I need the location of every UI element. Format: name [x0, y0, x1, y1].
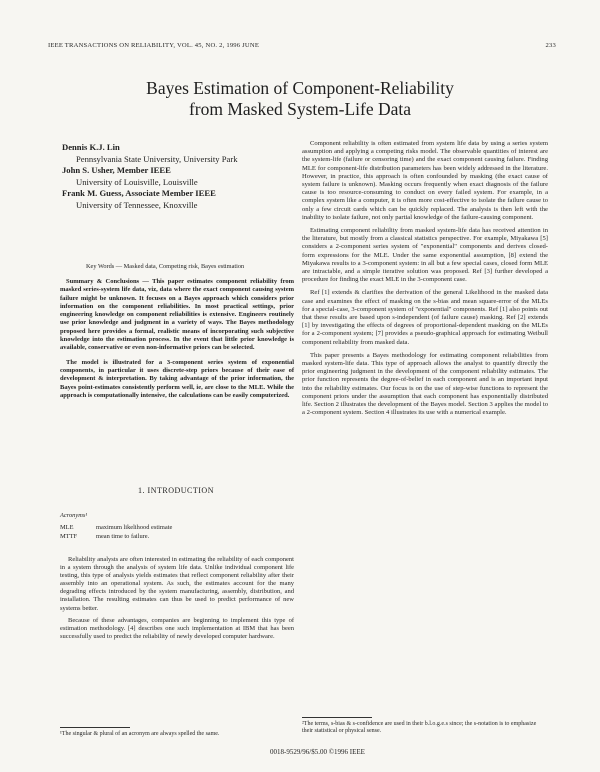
- paper-title: [40, 78, 560, 120]
- acronym-value: maximum likelihood estimate: [96, 524, 173, 532]
- keywords: Key Words — Masked data, Competing risk, Bayes estimation: [86, 263, 245, 270]
- journal-header: IEEE TRANSACTIONS ON RELIABILITY, VOL. 45, NO. 2, 1996 JUNE: [48, 42, 260, 49]
- body-paragraph: Because of these advantages, companies are beginning to implement this type of estimation methodology. [4] describes one such implementation at IBM that has been successfully used to predict the reliability of newly developed computer hardware.: [60, 616, 294, 640]
- body-paragraph: Component reliability is often estimated from system life data by using a series system assumption and applying a competing risks model. The observable quantities of interest are the system-life (failure or censoring time) and the exact component causing failure. Finding MLE for component-life distribution parameters has been widely addressed in the literature. However, in practice, this approach is often confounded by masking (the exact cause of system failure is unknown). Masking occurs frequently when exact diagnosis of the failure cause is too resource-consuming to conduct on every failed system. For example, in a complex system like a computer, it is often more cost-effective to isolate the failure cause to only a few circuit cards which can be quickly replaced. The analysis is then left with the inability to isolate failure, not only partial knowledge of the failure-causing component.: [302, 140, 548, 221]
- body-paragraph: Estimating component reliability from masked system-life data has received attention in the literature, but mostly from a classical statistics perspective. For example, Miyakawa [5] considers a 2-component series system of "exponential" components and derives closed-form expressions for the MLE. Under the same exponential assumption, [8] extend the Miyakawa results to a 3-component system: in all but a few special cases, closed form MLE are intractable, and a simple iterative solution was proposed. Ref [3] further developed a procedure for finding the exact MLE in the 3-component case.: [302, 227, 548, 284]
- summary-paragraph: Summary & Conclusions — This paper estimates component reliability from masked series-system life data, viz, data where the exact component causing system failure might be unknown. It focuses on a Bayes approach which considers prior information on the component reliabilities. In most practical settings, prior engineering knowledge on component reliabilities is extensive. Engineers routinely use prior knowledge and judgment in a variety of ways. The Bayes methodology proposed here provides a formal, realistic means of incorporating such subjective knowledge into the estimation process. In the event that little prior knowledge is available, conservative or even non-informative priors can be selected.: [60, 278, 294, 352]
- page-number: 233: [545, 42, 556, 49]
- section-heading: 1. INTRODUCTION: [138, 486, 214, 495]
- copyright-line: 0018-9529/96/$5.00 ©1996 IEEE: [270, 748, 365, 756]
- acronym-value: mean time to failure.: [96, 532, 150, 540]
- acronym-key: MLE: [60, 524, 74, 532]
- footnote: ²The terms, s-bias & s-confidence are used in their b.l.o.g.e.s since; the s-notation is to emphasize their statistical or physical sense.: [302, 721, 537, 734]
- author-affiliation: Pennsylvania State University, University Park: [76, 153, 238, 164]
- author-name: Frank M. Guess, Associate Member IEEE: [62, 188, 216, 198]
- footnote-rule: [302, 717, 372, 718]
- acronym-key: MTTF: [60, 532, 78, 540]
- title-line-1: Bayes Estimation of Component-Reliability: [146, 78, 454, 98]
- title-line-2: from Masked System-Life Data: [188, 99, 412, 119]
- intro-text: [60, 556, 294, 645]
- footnote: ¹The singular & plural of an acronym are always spelled the same.: [60, 731, 220, 737]
- author-affiliation: University of Louisville, Louisville: [76, 176, 198, 187]
- summary: [60, 278, 294, 406]
- summary-paragraph: The model is illustrated for a 3-component series system of exponential components, in particular it uses discrete-step priors because of their ease of development & interpretation. By taking advantage of the prior information, the Bayes point-estimates consistently perform well, ie, are close to the MLE. While the approach is computationally intensive, the calculations can be easily computerized.: [60, 358, 294, 399]
- running-head: [48, 42, 556, 49]
- author-block: [62, 142, 302, 211]
- body-paragraph: Ref [1] extends & clarifies the derivation of the general Likelihood in the masked data case and examines the effect of masking on the s-bias and mean square-error of the MLEs for a special-case, 3-component system of "exponential" components. Ref [1] also points out that these results are based upon s-independent (of failure cause) masking. Ref [2] extends [1] by investigating the effects of degrees of proportional-dependent masking on the MLEs for a 2-component system; [7] provides a pseudo-graphical approach for estimating Weibull component reliability from masked data.: [302, 289, 548, 346]
- acronym-list: [60, 512, 292, 541]
- body-paragraph: This paper presents a Bayes methodology for estimating component reliabilities from masked system-life data. This type of approach allows the analyst to quantify directly the prior engineering judgment in the development of the component reliability estimates. The prior function represents the degree-of-belief in each component and is an important input into the reliability estimates. Our focus is on the use of step-wise functions to represent the component priors under the assumption that each component has exponentially distributed life. Section 2 illustrates the development of the Bayes model. Section 3 applies the model to a 2-component system. Section 4 illustrates its use with a numerical example.: [302, 351, 548, 417]
- body-paragraph: Reliability analysts are often interested in estimating the reliability of each component in a system through the analysis of system life data. Unlike individual component life testing, this type of analysis yields estimates that reflect component reliability after their assembly into an operational system. As such, the estimates account for the many degrading effects introduced by the system manufacturing, assembly, distribution, and installation. The resulting estimates can thus be used to predict performance of new systems better.: [60, 556, 294, 612]
- acronym-row: [60, 524, 292, 532]
- right-column: [302, 140, 548, 423]
- author-affiliation: University of Tennessee, Knoxville: [76, 199, 198, 210]
- author-name: John S. Usher, Member IEEE: [62, 165, 171, 175]
- author-name: Dennis K.J. Lin: [62, 142, 120, 152]
- acronym-label: Acronyms¹: [60, 512, 88, 519]
- footnote-rule: [60, 727, 130, 728]
- acronym-row: [60, 533, 292, 541]
